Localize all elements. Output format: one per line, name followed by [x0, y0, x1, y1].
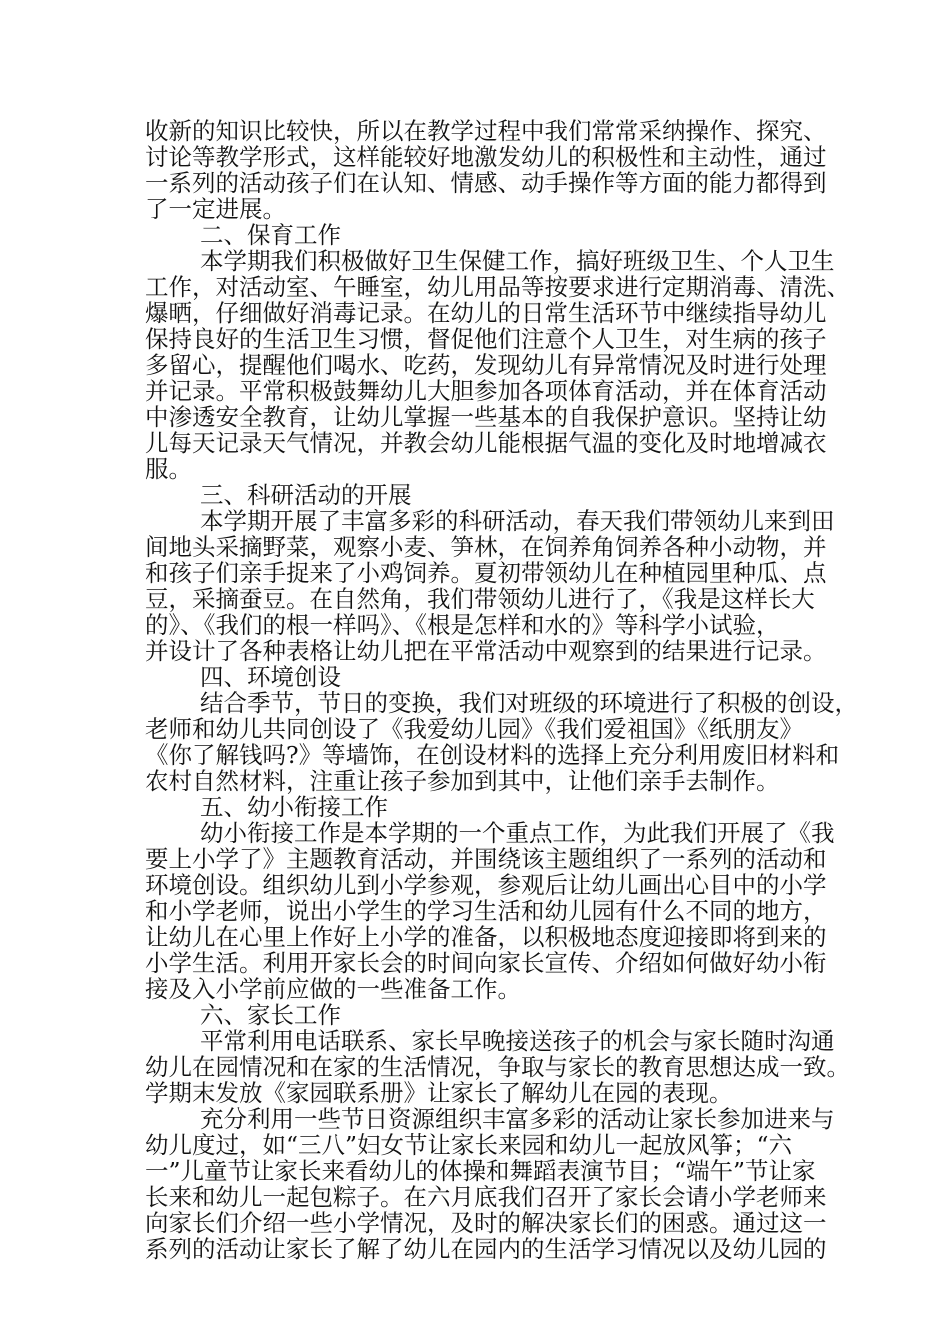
text-line: 《你了解钱吗?》等墙饰，在创设材料的选择上充分利用废旧材料和 [145, 741, 840, 769]
text-line: 四、环境创设 [200, 663, 341, 691]
text-line: 工作，对活动室、午睡室，幼儿用品等按要求进行定期消毒、清洗、 [145, 273, 850, 301]
text-line: 向家长们介绍一些小学情况，及时的解决家长们的困惑。通过这一 [145, 1209, 827, 1237]
text-line: 了一定进展。 [145, 195, 286, 223]
text-line: 多留心，提醒他们喝水、吃药，发现幼儿有异常情况及时进行处理 [145, 351, 827, 379]
text-line: 儿每天记录天气情况，并教会幼儿能根据气温的变化及时地增减衣 [145, 429, 827, 457]
text-line: 接及入小学前应做的一些准备工作。 [145, 975, 521, 1003]
text-line: 和孩子们亲手捉来了小鸡饲养。夏初带领幼儿在种植园里种瓜、点 [145, 559, 827, 587]
text-line: 学期末发放《家园联系册》让家长了解幼儿在园的表现。 [145, 1079, 733, 1107]
text-line: 中渗透安全教育，让幼儿掌握一些基本的自我保护意识。坚持让幼 [145, 403, 827, 431]
text-line: 幼儿度过，如“三八”妇女节让家长来园和幼儿一起放风筝；“六 [145, 1131, 793, 1159]
text-line: 服。 [145, 455, 192, 483]
text-line: 三、科研活动的开展 [200, 481, 412, 509]
document-body [145, 117, 858, 1263]
text-line: 农村自然材料，注重让孩子参加到其中，让他们亲手去制作。 [145, 767, 780, 795]
text-line: 平常利用电话联系、家长早晚接送孩子的机会与家长随时沟通 [200, 1027, 835, 1055]
text-line: 小学生活。利用开家长会的时间向家长宣传、介绍如何做好幼小衔 [145, 949, 827, 977]
text-line: 爆晒，仔细做好消毒记录。在幼儿的日常生活环节中继续指导幼儿 [145, 299, 827, 327]
text-line: 和小学老师，说出小学生的学习生活和幼儿园有什么不同的地方， [145, 897, 827, 925]
text-line: 一系列的活动孩子们在认知、情感、动手操作等方面的能力都得到 [145, 169, 827, 197]
text-line: 环境创设。组织幼儿到小学参观，参观后让幼儿画出心目中的小学 [145, 871, 827, 899]
text-line: 的》、《我们的根一样吗》、《根是怎样和水的》等科学小试验， [145, 611, 780, 639]
text-line: 间地头采摘野菜，观察小麦、笋林，在饲养角饲养各种小动物，并 [145, 533, 827, 561]
text-line: 系列的活动让家长了解了幼儿在园内的生活学习情况以及幼儿园的 [145, 1235, 827, 1263]
text-line: 讨论等教学形式，这样能较好地激发幼儿的积极性和主动性，通过 [145, 143, 827, 171]
text-line: 五、幼小衔接工作 [200, 793, 388, 821]
text-line: 幼儿在园情况和在家的生活情况，争取与家长的教育思想达成一致。 [145, 1053, 850, 1081]
text-line: 豆，采摘蚕豆。在自然角，我们带领幼儿进行了，《我是这样长大 [145, 585, 815, 613]
text-line: 六、家长工作 [200, 1001, 341, 1029]
text-line: 一”儿童节让家长来看幼儿的体操和舞蹈表演节目；“端午”节让家 [145, 1157, 816, 1185]
text-line: 保持良好的生活卫生习惯，督促他们注意个人卫生，对生病的孩子 [145, 325, 827, 353]
text-line: 让幼儿在心里上作好上小学的准备，以积极地态度迎接即将到来的 [145, 923, 827, 951]
text-line: 并记录。平常积极鼓舞幼儿大胆参加各项体育活动，并在体育活动 [145, 377, 827, 405]
text-line: 要上小学了》主题教育活动，并围绕该主题组织了一系列的活动和 [145, 845, 827, 873]
text-line: 并设计了各种表格让幼儿把在平常活动中观察到的结果进行记录。 [145, 637, 827, 665]
text-line: 长来和幼儿一起包粽子。在六月底我们召开了家长会请小学老师来 [145, 1183, 827, 1211]
text-line: 充分利用一些节日资源组织丰富多彩的活动让家长参加进来与 [200, 1105, 835, 1133]
text-line: 本学期我们积极做好卫生保健工作，搞好班级卫生、个人卫生 [200, 247, 835, 275]
text-line: 二、保育工作 [200, 221, 341, 249]
text-line: 结合季节，节日的变换，我们对班级的环境进行了积极的创设， [200, 689, 858, 717]
text-line: 幼小衔接工作是本学期的一个重点工作，为此我们开展了《我 [200, 819, 835, 847]
text-line: 本学期开展了丰富多彩的科研活动，春天我们带领幼儿来到田 [200, 507, 835, 535]
text-line: 老师和幼儿共同创设了《我爱幼儿园》《我们爱祖国》《纸朋友》 [145, 715, 803, 743]
text-line: 收新的知识比较快，所以在教学过程中我们常常采纳操作、探究、 [145, 117, 827, 145]
